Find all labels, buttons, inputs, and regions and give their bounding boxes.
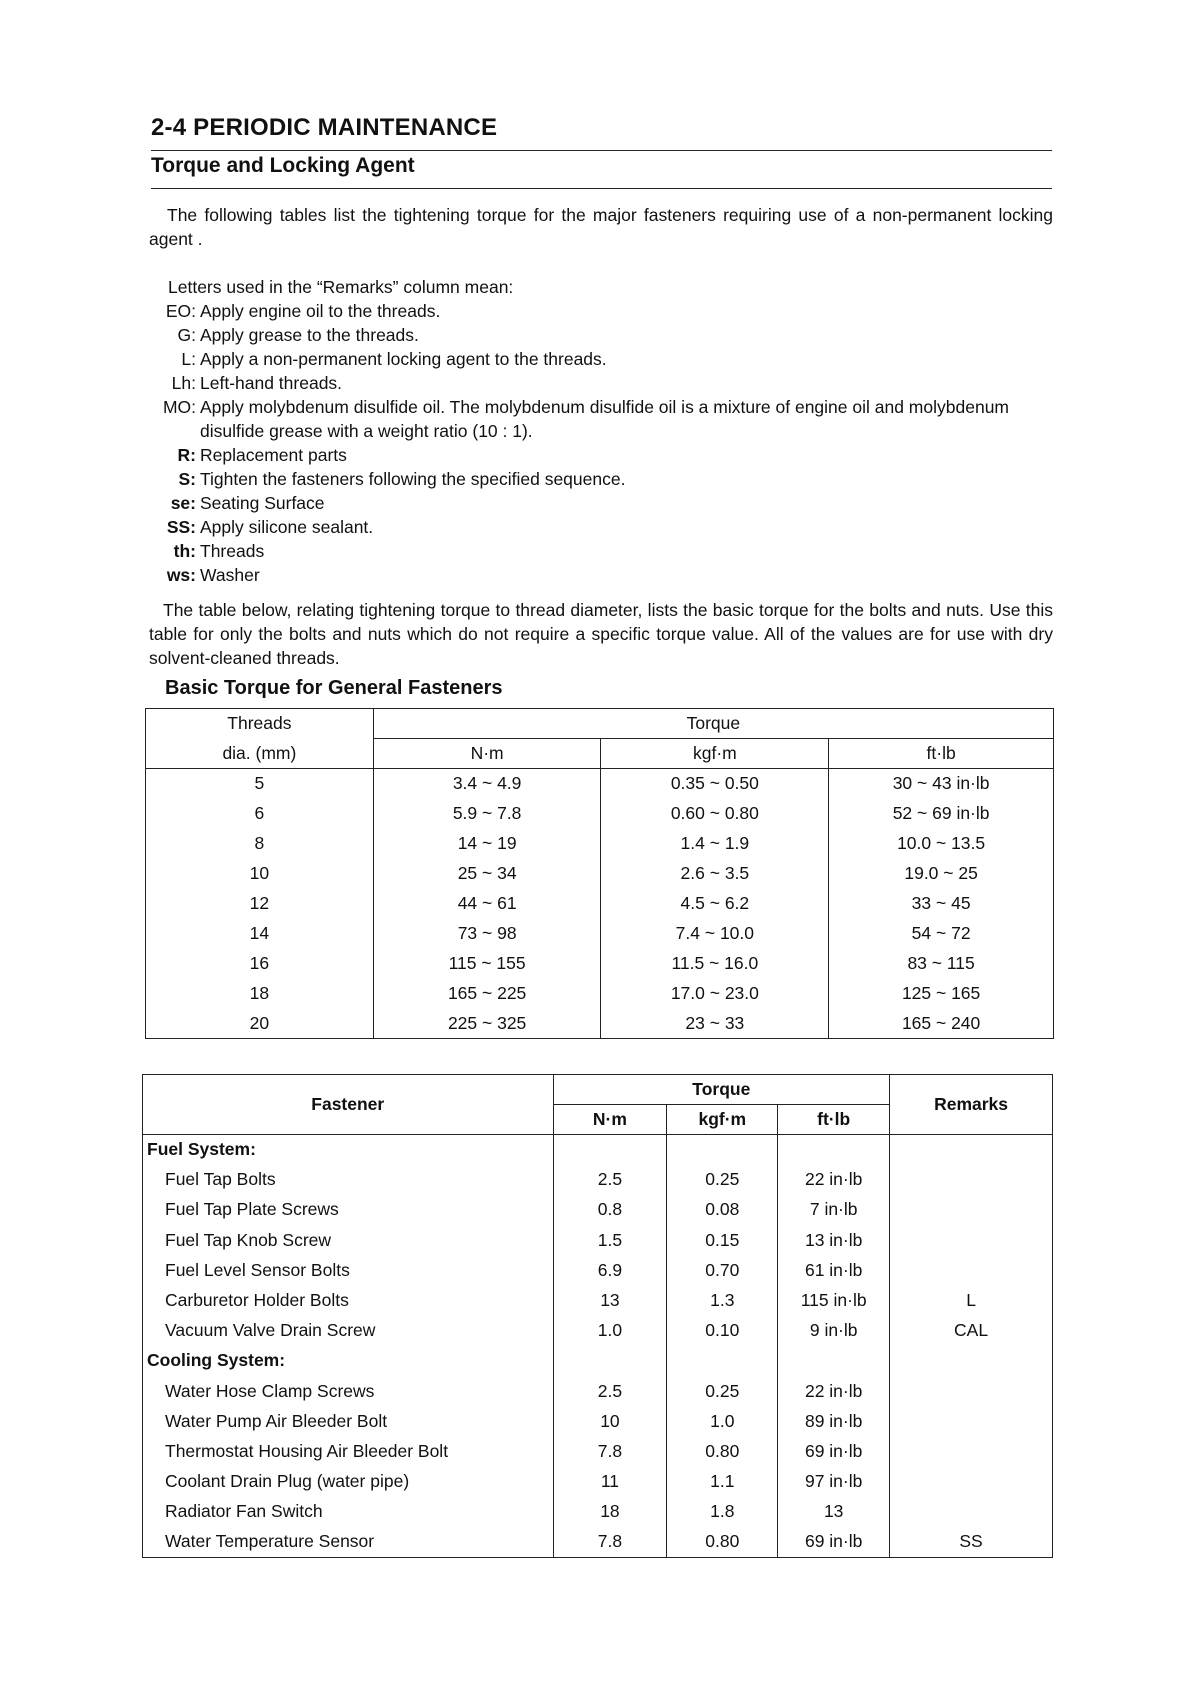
torque-ftlb: 7 in·lb (778, 1195, 890, 1225)
torque-kgfm: 0.15 (667, 1225, 778, 1255)
table-cell: 52 ~ 69 in·lb (829, 799, 1054, 829)
header-nm: N·m (373, 739, 601, 769)
table-cell: 12 (146, 889, 374, 919)
remarks: L (890, 1285, 1053, 1315)
table-row (146, 979, 1054, 1009)
table-cell: 4.5 ~ 6.2 (601, 889, 829, 919)
torque-ftlb: 97 in·lb (778, 1467, 890, 1497)
legend-item (150, 323, 1055, 347)
torque-kgfm: 0.80 (667, 1436, 778, 1466)
table-row (143, 1376, 1053, 1406)
table-row (146, 919, 1054, 949)
table-cell: 0.60 ~ 0.80 (601, 799, 829, 829)
fastener-name: Carburetor Holder Bolts (143, 1285, 554, 1315)
remarks: CAL (890, 1316, 1053, 1346)
table-cell: 0.35 ~ 0.50 (601, 769, 829, 799)
header-kgfm: kgf·m (601, 739, 829, 769)
table-row (146, 889, 1054, 919)
legend-key: Lh: (171, 373, 196, 393)
table-cell: 225 ~ 325 (373, 1009, 601, 1039)
header-nm: N·m (553, 1105, 667, 1135)
legend-item (150, 515, 1055, 539)
legend-text: Left-hand threads. (200, 373, 343, 393)
table-cell: 23 ~ 33 (601, 1009, 829, 1039)
remarks (890, 1165, 1053, 1195)
intro-paragraph: The following tables list the tightening torque for the major fasteners requiring use of a non-permanent locking agent . (149, 205, 1053, 249)
table-cell: 25 ~ 34 (373, 859, 601, 889)
group-name: Fuel System: (143, 1135, 554, 1165)
torque-kgfm: 1.0 (667, 1406, 778, 1436)
torque-ftlb: 13 in·lb (778, 1225, 890, 1255)
torque-ftlb: 22 in·lb (778, 1376, 890, 1406)
header-threads: Threads (146, 709, 374, 739)
table-cell: 16 (146, 949, 374, 979)
remarks (890, 1436, 1053, 1466)
table-row (143, 1436, 1053, 1466)
torque-ftlb: 69 in·lb (778, 1436, 890, 1466)
remarks (890, 1467, 1053, 1497)
table-cell: 7.4 ~ 10.0 (601, 919, 829, 949)
legend-key: S: (178, 469, 196, 489)
table-row (143, 1406, 1053, 1436)
table-cell: 20 (146, 1009, 374, 1039)
torque-kgfm: 1.8 (667, 1497, 778, 1527)
legend-item (150, 371, 1055, 395)
table-cell: 165 ~ 225 (373, 979, 601, 1009)
torque-ftlb: 9 in·lb (778, 1316, 890, 1346)
torque-ftlb: 115 in·lb (778, 1285, 890, 1315)
legend-key: R: (177, 445, 196, 465)
torque-kgfm: 1.3 (667, 1285, 778, 1315)
header-torque: Torque (553, 1075, 890, 1105)
legend-text: Replacement parts (200, 445, 347, 465)
torque-nm: 2.5 (553, 1165, 667, 1195)
table-cell: 83 ~ 115 (829, 949, 1054, 979)
torque-ftlb: 13 (778, 1497, 890, 1527)
fastener-name: Water Pump Air Bleeder Bolt (143, 1406, 554, 1436)
torque-ftlb: 89 in·lb (778, 1406, 890, 1436)
legend-item (150, 563, 1055, 587)
table-row (143, 1255, 1053, 1285)
subtitle: Torque and Locking Agent (151, 154, 415, 177)
fastener-name: Fuel Level Sensor Bolts (143, 1255, 554, 1285)
empty-cell (667, 1346, 778, 1376)
table-row (143, 1316, 1053, 1346)
legend-key: EO: (165, 301, 196, 321)
empty-cell (890, 1135, 1053, 1165)
torque-nm: 7.8 (553, 1436, 667, 1466)
table-cell: 8 (146, 829, 374, 859)
table-cell: 125 ~ 165 (829, 979, 1054, 1009)
fastener-name: Radiator Fan Switch (143, 1497, 554, 1527)
legend-item (150, 539, 1055, 563)
legend-text: Washer (200, 565, 260, 585)
table-cell: 5 (146, 769, 374, 799)
torque-ftlb: 61 in·lb (778, 1255, 890, 1285)
torque-kgfm: 0.25 (667, 1165, 778, 1195)
header-fastener: Fastener (143, 1075, 554, 1135)
table-row (143, 1497, 1053, 1527)
header-torque: Torque (373, 709, 1053, 739)
legend-key: th: (173, 541, 196, 561)
legend-key: MO: (162, 397, 196, 417)
legend-item (150, 299, 1055, 323)
legend-key: SS: (166, 517, 196, 537)
remarks-legend (150, 275, 1055, 587)
table-cell: 30 ~ 43 in·lb (829, 769, 1054, 799)
table-cell: 17.0 ~ 23.0 (601, 979, 829, 1009)
torque-nm: 10 (553, 1406, 667, 1436)
legend-item (150, 443, 1055, 467)
legend-text: Apply grease to the threads. (200, 325, 419, 345)
table-cell: 5.9 ~ 7.8 (373, 799, 601, 829)
torque-nm: 2.5 (553, 1376, 667, 1406)
fastener-name: Fuel Tap Plate Screws (143, 1195, 554, 1225)
legend-item (150, 467, 1055, 491)
fastener-name: Vacuum Valve Drain Screw (143, 1316, 554, 1346)
legend-text: Threads (200, 541, 265, 561)
torque-kgfm: 0.80 (667, 1527, 778, 1557)
table-cell: 10.0 ~ 13.5 (829, 829, 1054, 859)
table-row (143, 1225, 1053, 1255)
table-row (143, 1285, 1053, 1315)
header-ftlb: ft·lb (829, 739, 1054, 769)
fastener-name: Fuel Tap Knob Screw (143, 1225, 554, 1255)
legend-text: Seating Surface (200, 493, 325, 513)
basic-paragraph: The table below, relating tightening torque to thread diameter, lists the basic torque for the bolts and nuts. Use this table for only the bolts and nuts which do not require a specific torque value. All of the values are for use with dry solvent-cleaned threads. (149, 600, 1053, 668)
table-cell: 6 (146, 799, 374, 829)
table-cell: 115 ~ 155 (373, 949, 601, 979)
table-cell: 18 (146, 979, 374, 1009)
fastener-name: Coolant Drain Plug (water pipe) (143, 1467, 554, 1497)
legend-key: se: (170, 493, 196, 513)
table-cell: 73 ~ 98 (373, 919, 601, 949)
header-dia: dia. (mm) (146, 739, 374, 769)
table-cell: 33 ~ 45 (829, 889, 1054, 919)
table-row (146, 859, 1054, 889)
empty-cell (667, 1135, 778, 1165)
table-row (146, 949, 1054, 979)
remarks (890, 1225, 1053, 1255)
empty-cell (890, 1346, 1053, 1376)
table-cell: 1.4 ~ 1.9 (601, 829, 829, 859)
legend-key: ws: (166, 565, 196, 585)
empty-cell (778, 1346, 890, 1376)
legend-text: Apply molybdenum disulfide oil. The molybdenum disulfide oil is a mixture of engine oil and molybdenum disulfide grease with a weight ratio (10 : 1). (200, 397, 1009, 441)
torque-nm: 13 (553, 1285, 667, 1315)
table-cell: 165 ~ 240 (829, 1009, 1054, 1039)
fastener-name: Water Temperature Sensor (143, 1527, 554, 1557)
table-row (143, 1527, 1053, 1557)
remarks (890, 1376, 1053, 1406)
remarks (890, 1255, 1053, 1285)
legend-text: Apply a non-permanent locking agent to the threads. (200, 349, 607, 369)
legend-intro: Letters used in the “Remarks” column mean: (168, 277, 514, 297)
table-row (146, 1009, 1054, 1039)
torque-nm: 1.5 (553, 1225, 667, 1255)
section-title: 2-4 PERIODIC MAINTENANCE (151, 114, 498, 141)
torque-nm: 0.8 (553, 1195, 667, 1225)
table-cell: 14 (146, 919, 374, 949)
basic-table-title: Basic Torque for General Fasteners (165, 677, 503, 699)
torque-ftlb: 22 in·lb (778, 1165, 890, 1195)
torque-kgfm: 1.1 (667, 1467, 778, 1497)
table-row (146, 799, 1054, 829)
table-cell: 2.6 ~ 3.5 (601, 859, 829, 889)
table-row (143, 1195, 1053, 1225)
group-row (143, 1346, 1053, 1376)
table-row (146, 829, 1054, 859)
table-row (143, 1467, 1053, 1497)
torque-nm: 1.0 (553, 1316, 667, 1346)
fastener-name: Water Hose Clamp Screws (143, 1376, 554, 1406)
legend-item (150, 395, 1055, 443)
table-cell: 19.0 ~ 25 (829, 859, 1054, 889)
torque-kgfm: 0.70 (667, 1255, 778, 1285)
empty-cell (553, 1135, 667, 1165)
torque-nm: 18 (553, 1497, 667, 1527)
header-ftlb: ft·lb (778, 1105, 890, 1135)
empty-cell (553, 1346, 667, 1376)
torque-nm: 6.9 (553, 1255, 667, 1285)
remarks (890, 1406, 1053, 1436)
torque-nm: 11 (553, 1467, 667, 1497)
table-cell: 10 (146, 859, 374, 889)
divider (151, 150, 1052, 151)
table-cell: 54 ~ 72 (829, 919, 1054, 949)
remarks (890, 1195, 1053, 1225)
table-row (146, 769, 1054, 799)
legend-key: G: (177, 325, 196, 345)
basic-torque-table (145, 708, 1054, 1039)
legend-text: Tighten the fasteners following the specified sequence. (200, 469, 626, 489)
group-row (143, 1135, 1053, 1165)
legend-key: L: (181, 349, 196, 369)
legend-item (150, 491, 1055, 515)
header-remarks: Remarks (890, 1075, 1053, 1135)
remarks (890, 1497, 1053, 1527)
legend-item (150, 347, 1055, 371)
torque-kgfm: 0.08 (667, 1195, 778, 1225)
legend-text: Apply engine oil to the threads. (200, 301, 441, 321)
torque-nm: 7.8 (553, 1527, 667, 1557)
table-cell: 11.5 ~ 16.0 (601, 949, 829, 979)
torque-kgfm: 0.10 (667, 1316, 778, 1346)
fastener-name: Fuel Tap Bolts (143, 1165, 554, 1195)
header-kgfm: kgf·m (667, 1105, 778, 1135)
table-row (143, 1165, 1053, 1195)
table-cell: 3.4 ~ 4.9 (373, 769, 601, 799)
table-cell: 14 ~ 19 (373, 829, 601, 859)
fastener-name: Thermostat Housing Air Bleeder Bolt (143, 1436, 554, 1466)
fastener-torque-table (142, 1074, 1053, 1558)
torque-kgfm: 0.25 (667, 1376, 778, 1406)
remarks: SS (890, 1527, 1053, 1557)
legend-text: Apply silicone sealant. (200, 517, 374, 537)
group-name: Cooling System: (143, 1346, 554, 1376)
table-cell: 44 ~ 61 (373, 889, 601, 919)
empty-cell (778, 1135, 890, 1165)
torque-ftlb: 69 in·lb (778, 1527, 890, 1557)
divider (151, 188, 1052, 189)
